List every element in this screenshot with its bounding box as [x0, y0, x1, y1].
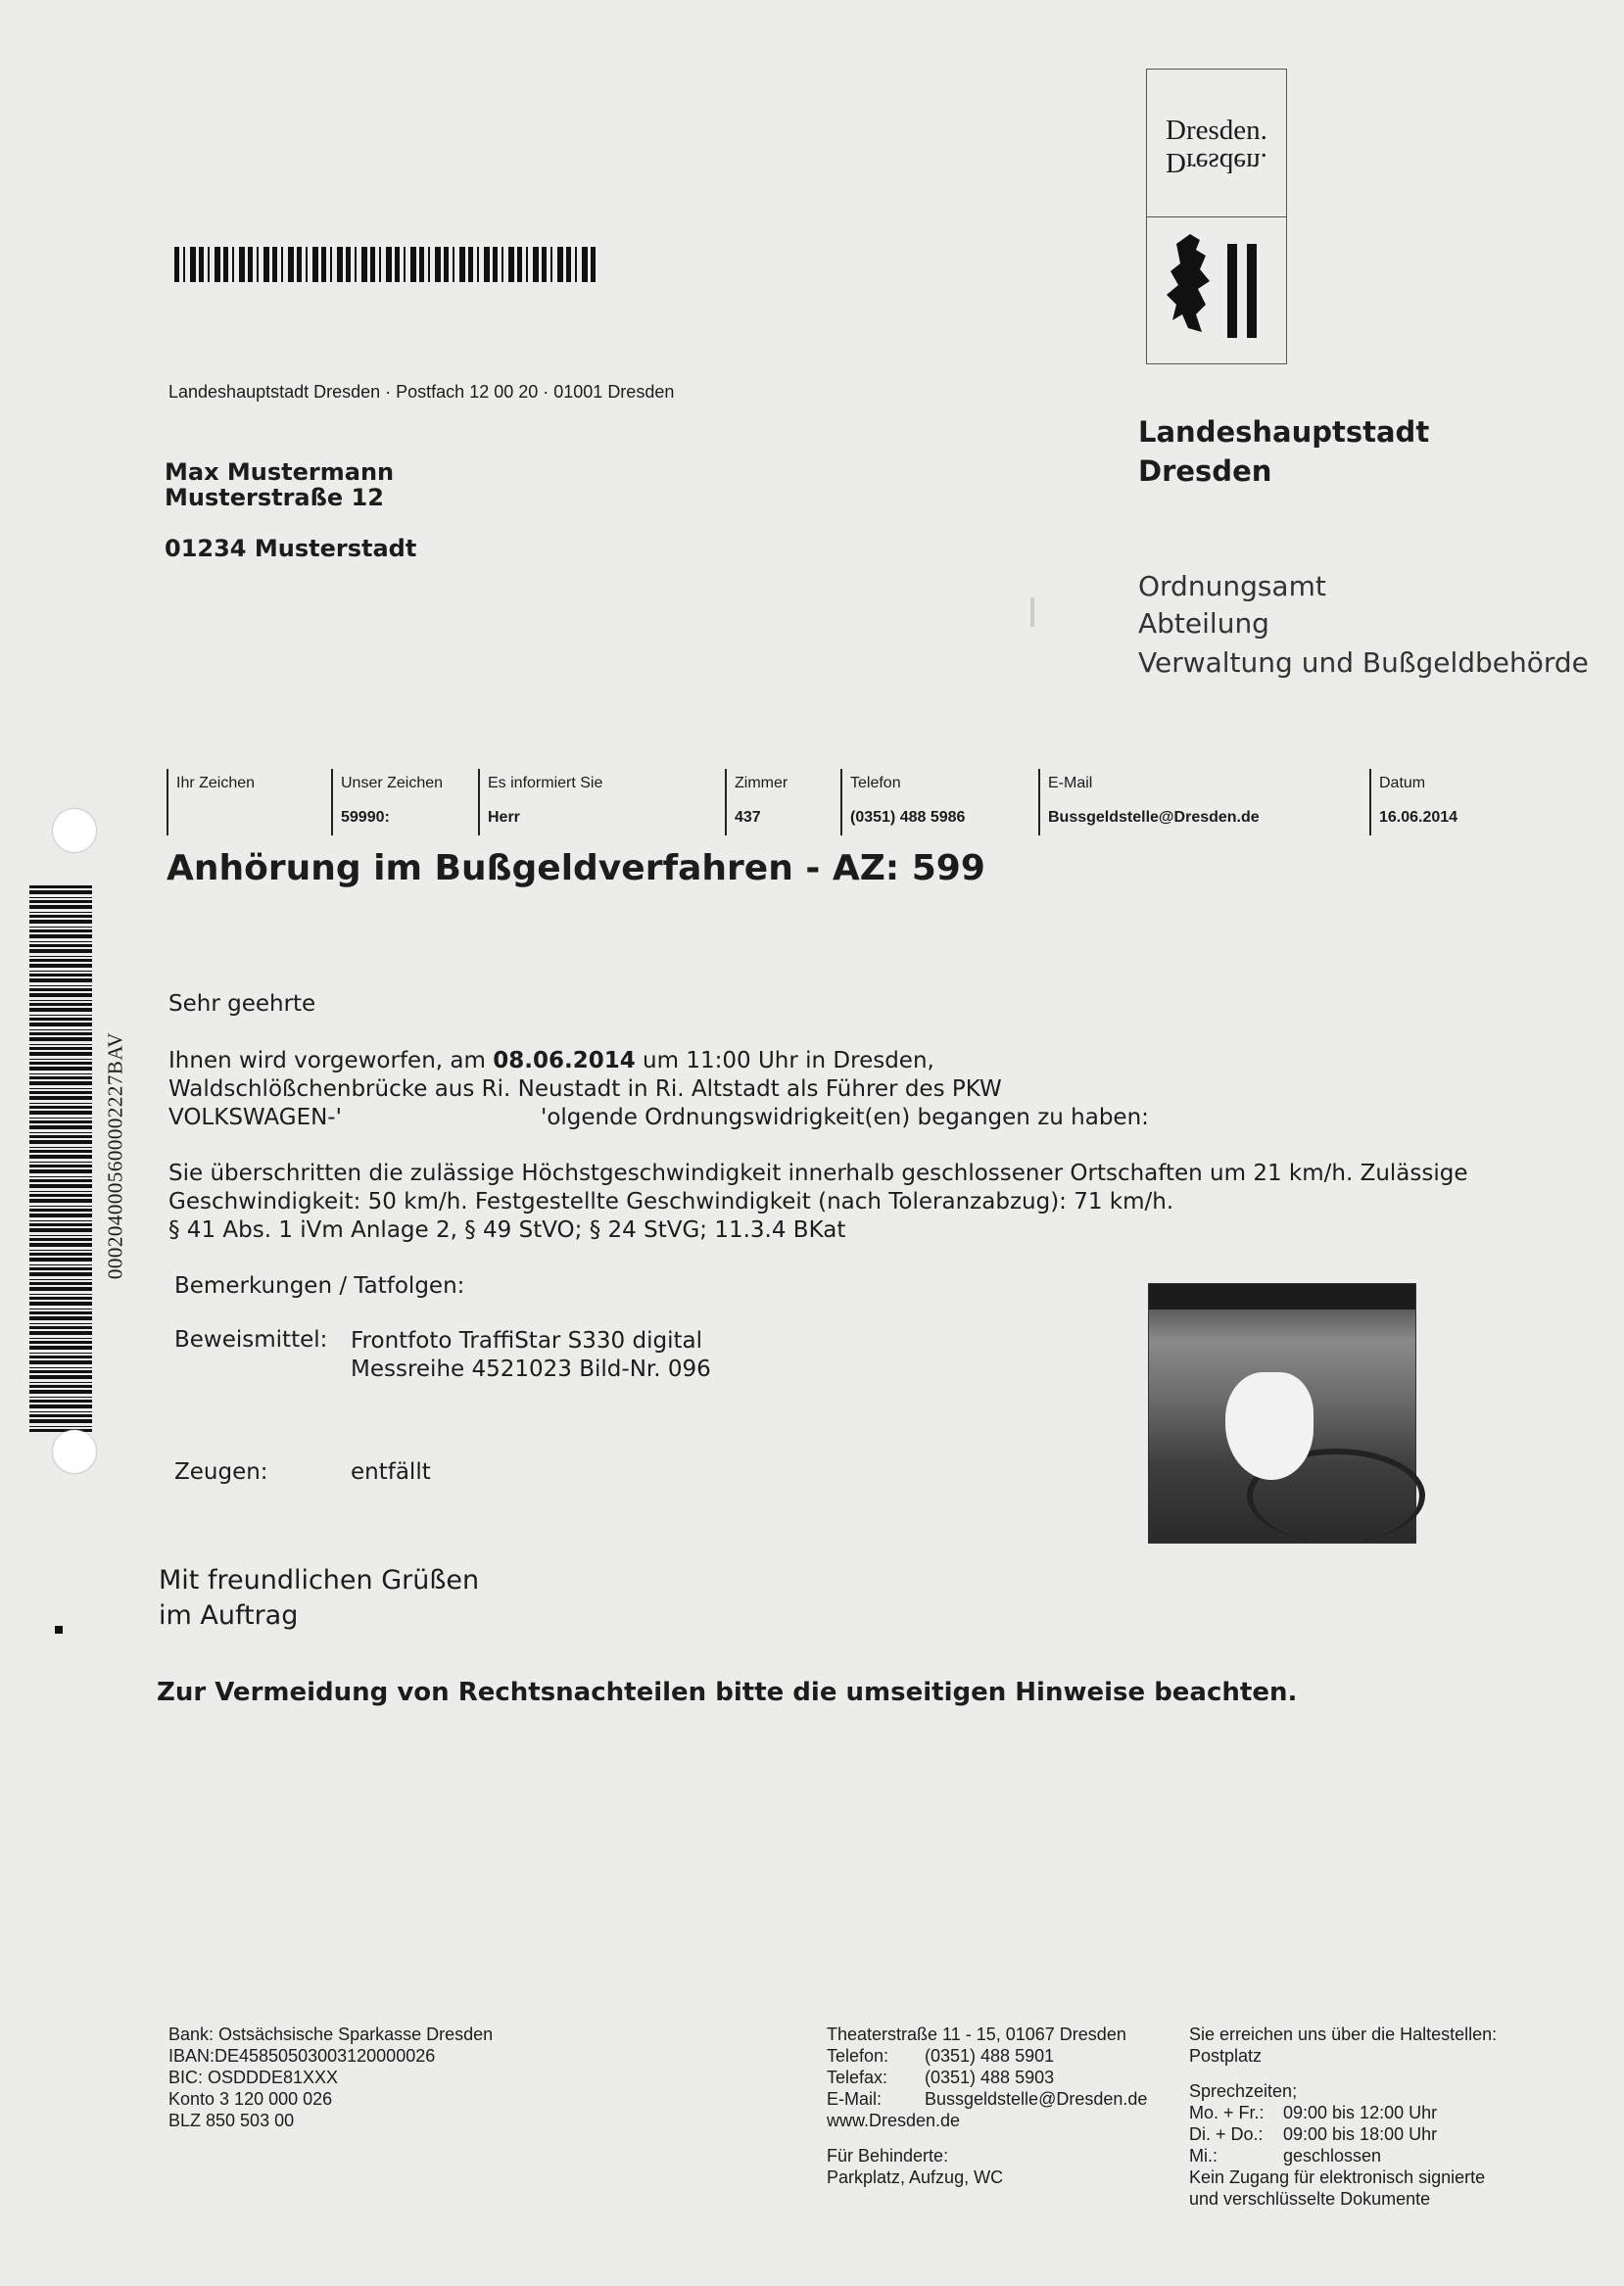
accusation-line3-vehicle: VOLKSWAGEN-' — [168, 1105, 342, 1130]
witnesses-label: Zeugen: — [174, 1459, 268, 1485]
footer-web-link[interactable]: www.Dresden.de — [827, 2111, 961, 2130]
accusation-line1: Ihnen wird vorgeworfen, am 08.06.2014 um 11:00 Uhr in Dresden, — [168, 1048, 934, 1073]
redacted-face — [1225, 1372, 1314, 1480]
margin-dot — [55, 1626, 63, 1634]
header-field-datum: Datum 16.06.2014 — [1369, 769, 1516, 835]
accusation-line2: Waldschlößchenbrücke aus Ri. Neustadt in Ri. Altstadt als Führer des PKW — [168, 1076, 1002, 1102]
logo-separator — [1147, 216, 1286, 217]
header-field-unser-zeichen: Unser Zeichen 59990: — [331, 769, 478, 835]
logo-wordmark-mirrored: Dresden. — [1166, 147, 1267, 178]
side-barcode — [29, 883, 92, 1432]
scan-mark — [1030, 597, 1034, 627]
department-line3: Verwaltung und Bußgeldbehörde — [1138, 646, 1589, 679]
sender-return-address: Landeshauptstadt Dresden · Postfach 12 00 20 · 01001 Dresden — [168, 382, 675, 402]
evidence-label: Beweismittel: — [174, 1327, 328, 1353]
dresden-logo — [1146, 69, 1287, 364]
footer-opening-hours: Sie erreichen uns über die Haltestellen: Postplatz Sprechzeiten; Mo. + Fr.: 09:00 bis 12:00 Uhr Di. + Do.: 09:00 bis 18:00 Uhr Mi.: geschlossen Kein Zugang für elektronisch signierte und verschlüsselte Dokumente — [1189, 2024, 1498, 2209]
witnesses-value: entfällt — [351, 1459, 431, 1485]
footer-bank-info: Bank: Ostsächsische Sparkasse Dresden IBAN:DE45850503003120000026 BIC: OSDDDE81XXX Konto 3 120 000 026 BLZ 850 503 00 — [168, 2024, 494, 2130]
evidence-line1: Frontfoto TraffiStar S330 digital — [351, 1328, 702, 1354]
header-field-zimmer: Zimmer 437 — [725, 769, 833, 835]
evidence-line2: Messreihe 4521023 Bild-Nr. 096 — [351, 1357, 711, 1382]
offense-line2: Geschwindigkeit: 50 km/h. Festgestellte Geschwindigkeit (nach Toleranzabzug): 71 km/h. — [168, 1189, 1174, 1214]
accusation-line3-rest: 'olgende Ordnungswidrigkeit(en) begangen zu haben: — [541, 1105, 1149, 1130]
salutation: Sehr geehrte — [168, 991, 316, 1017]
lion-coat-of-arms-icon — [1157, 226, 1276, 344]
header-field-ihr-zeichen: Ihr Zeichen — [167, 769, 333, 835]
closing-greeting: Mit freundlichen Grüßen — [159, 1565, 480, 1595]
closing-im-auftrag: im Auftrag — [159, 1600, 299, 1631]
recipient-name: Max Mustermann — [165, 458, 395, 486]
offense-line1: Sie überschritten die zulässige Höchstgeschwindigkeit innerhalb geschlossener Ortschaften um 21 km/h. Zulässige — [168, 1161, 1468, 1186]
footer-contact-info: Theaterstraße 11 - 15, 01067 Dresden Telefon: (0351) 488 5901 Telefax: (0351) 488 5903 E-Mail: Bussgeldstelle@Dresden.de www.Dresden.de Für Behinderte: Parkplatz, Aufzug, WC — [827, 2024, 1148, 2187]
header-field-email: E-Mail Bussgeldstelle@Dresden.de — [1038, 769, 1361, 835]
authority-name-line1: Landeshauptstadt — [1138, 415, 1430, 449]
footer-email-link[interactable]: Bussgeldstelle@Dresden.de — [925, 2089, 1148, 2109]
offense-line3: § 41 Abs. 1 iVm Anlage 2, § 49 StVO; § 24 StVG; 11.3.4 BKat — [168, 1217, 846, 1243]
recipient-street: Musterstraße 12 — [165, 484, 384, 511]
letter-subject: Anhörung im Bußgeldverfahren - AZ: 599 — [167, 848, 985, 888]
recipient-city: 01234 Musterstadt — [165, 535, 417, 562]
top-barcode — [174, 247, 597, 282]
header-field-es-informiert-sie: Es informiert Sie Herr — [478, 769, 723, 835]
header-field-telefon: Telefon (0351) 488 5986 — [840, 769, 1036, 835]
legal-warning: Zur Vermeidung von Rechtsnachteilen bitte die umseitigen Hinweise beachten. — [157, 1678, 1298, 1707]
logo-wordmark: Dresden. — [1166, 115, 1267, 146]
authority-name-line2: Dresden — [1138, 454, 1272, 488]
speed-camera-photo — [1148, 1283, 1416, 1544]
punch-hole-bottom — [53, 1430, 96, 1473]
department-line2: Abteilung — [1138, 607, 1269, 640]
punch-hole-top — [53, 809, 96, 852]
remarks-label: Bemerkungen / Tatfolgen: — [174, 1273, 465, 1299]
department-line1: Ordnungsamt — [1138, 570, 1326, 602]
